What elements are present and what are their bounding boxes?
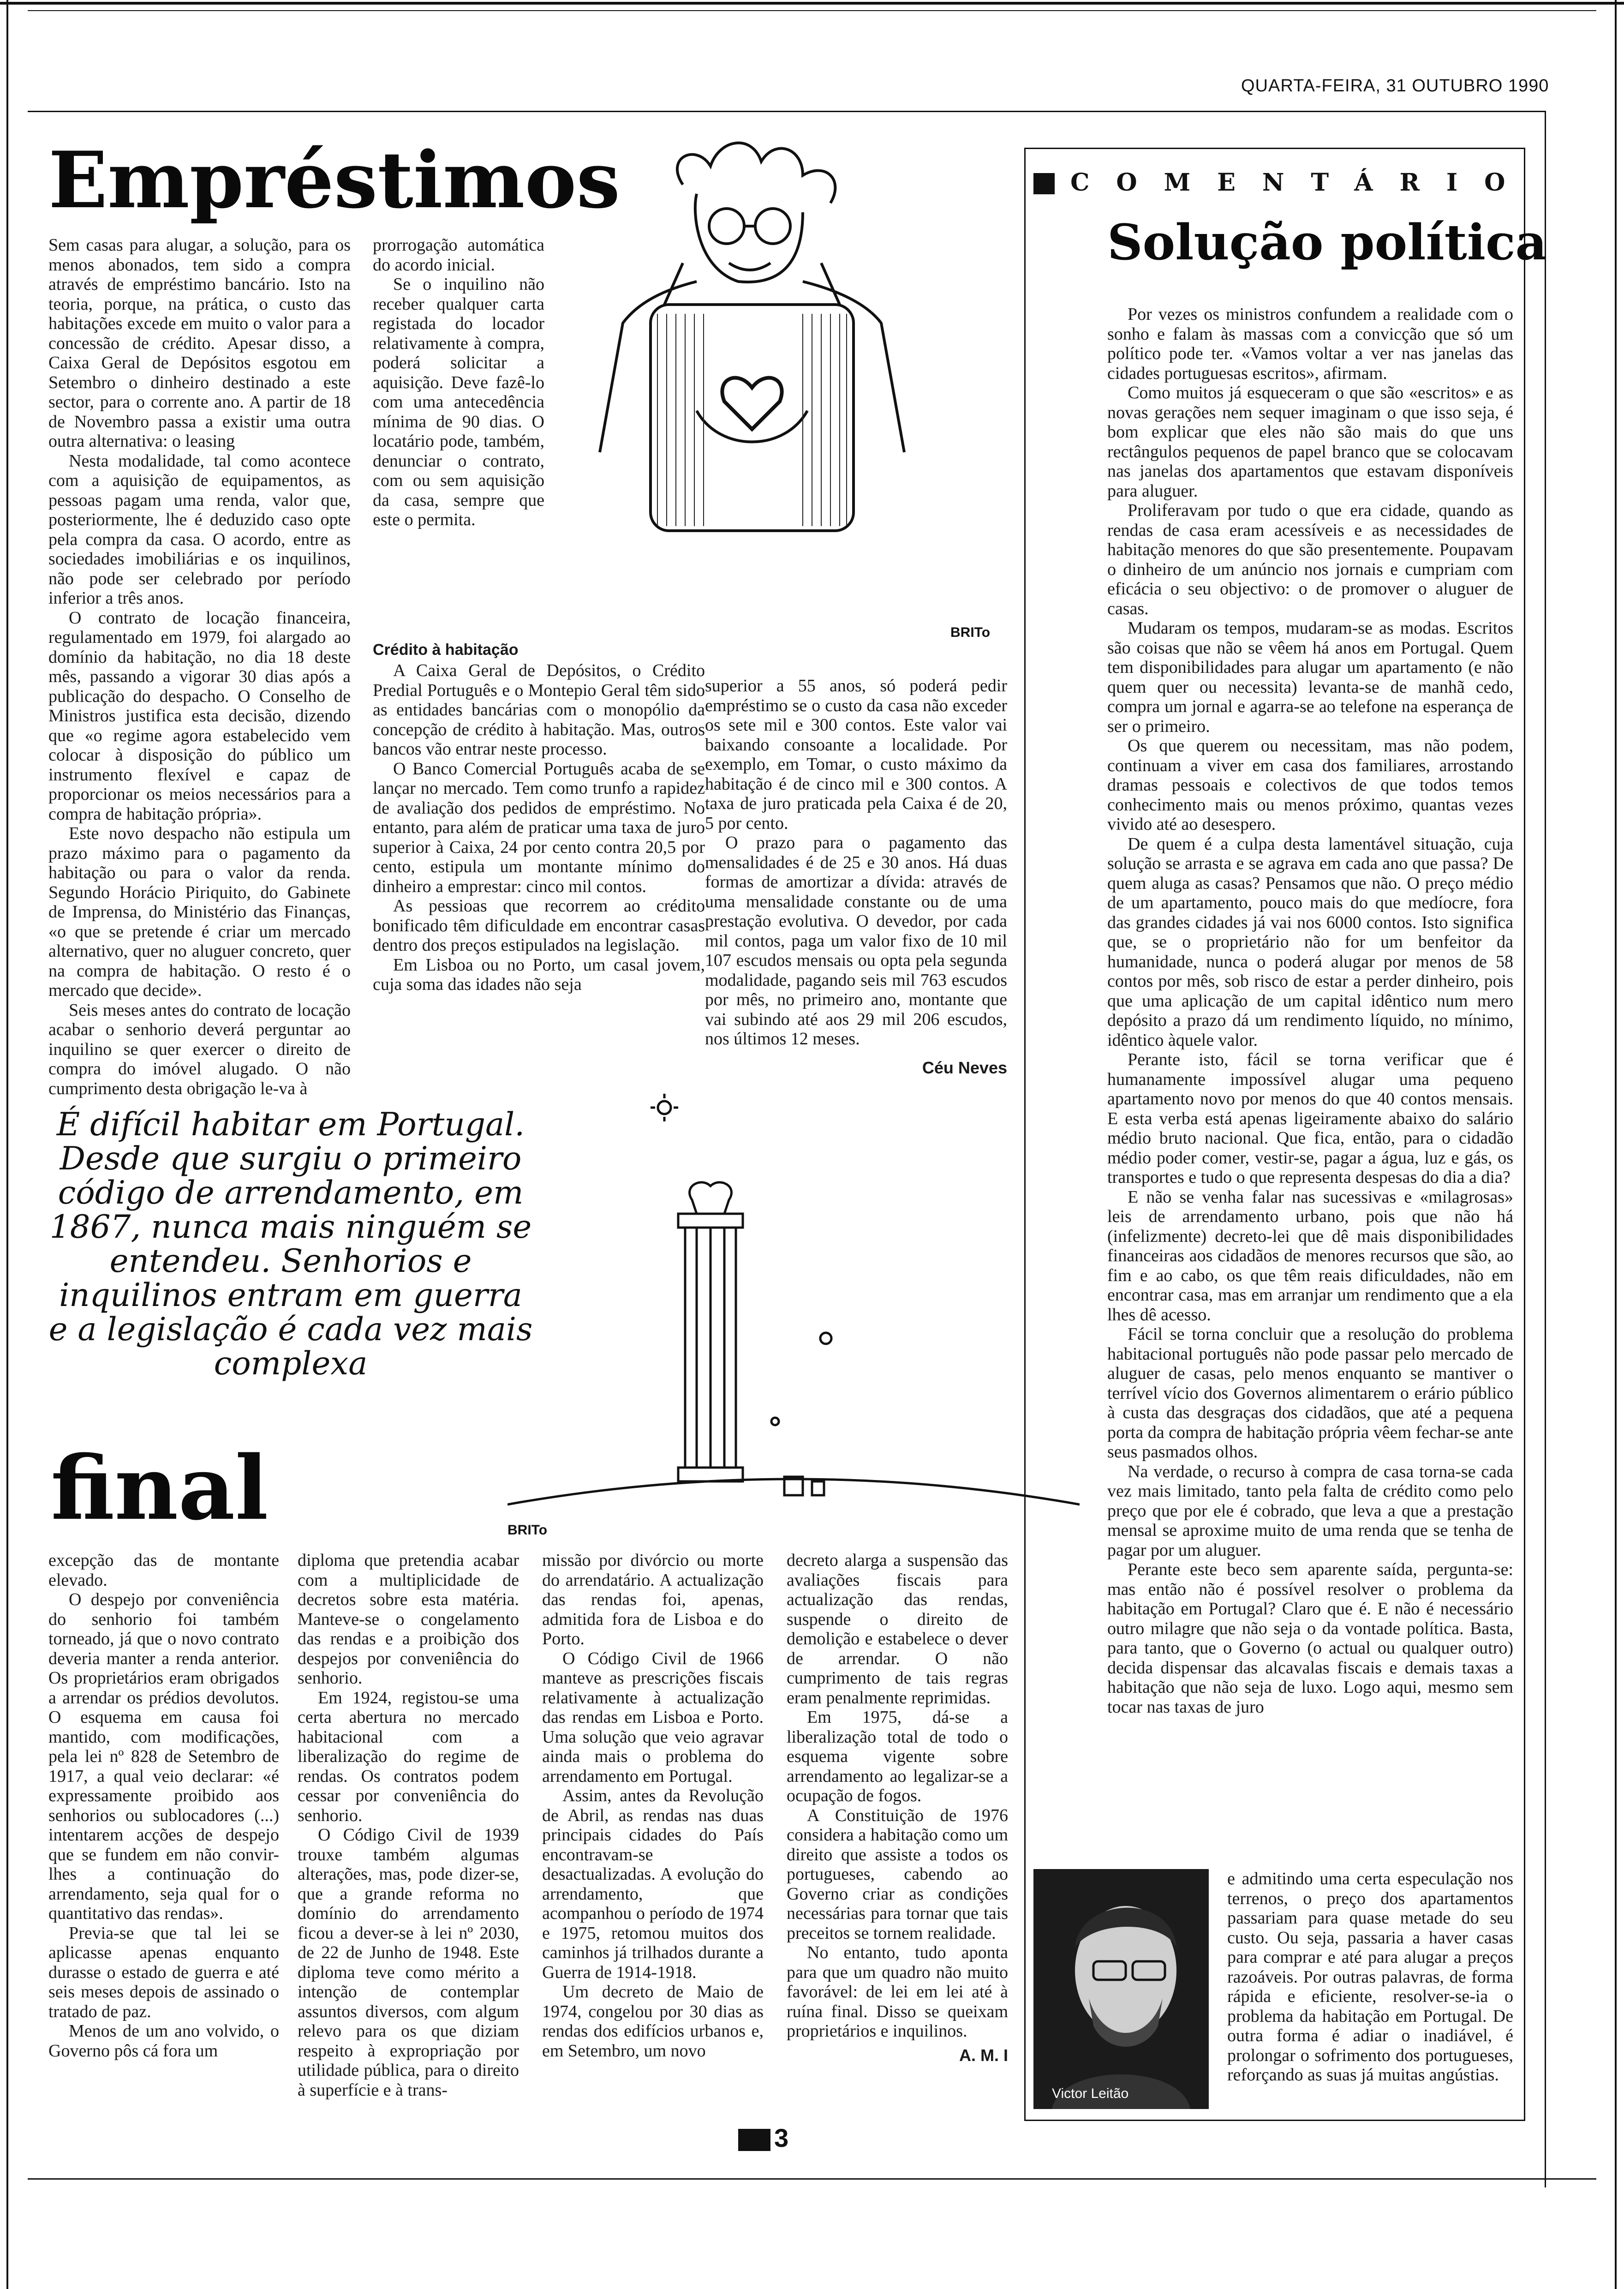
commentary-para: Proliferavam por tudo o que era cidade, quando as rendas de casa eram acessíveis e as necessidades de habitação menores do que são presentemente. Poupavam o dinheiro de um anúncio nos jornais e cumpriam com eficácia o seu objectivo: o de promover o aluguer de casas. [1107,501,1513,618]
article2-col4-para: A Constituição de 1976 considera a habitação como um direito que assiste a todos os portugueses, cabendo ao Governo criar as condições necessárias para tornar que tais preceitos se tornem realidade. [787,1805,1008,1943]
issue-date: QUARTA-FEIRA, 31 OUTUBRO 1990 [1241,76,1549,96]
article2-col2-para: O Código Civil de 1939 trouxe também algumas alterações, mas, pode dizer-se, que a grande reforma no domínio do arrendamento ficou a dever-se à lei nº 2030, de 22 de Junho de 1948. Este diploma teve como mérito a intenção de contemplar assuntos diversos, com algum relevo para os que diziam respeito à expropriação por utilidade pública, para o direito à superfície e à trans- [298,1825,519,2100]
article2-col4-para: Em 1975, dá-se a liberalização total de todo o esquema vigente sobre arrendamento ao legalizar-se a ocupação de fogos. [787,1708,1008,1805]
article1-signature: Céu Neves [922,1058,1007,1077]
cartoon-figure-on-column [508,1089,1080,1555]
article1-col3-para: superior a 55 anos, só poderá pedir empréstimo se o custo da casa não exceder os sete mil e 300 contos. Este valor vai baixando consoante a localidade. Por exemplo, em Tomar, o custo máximo da habitação é de cinco mil e 300 contos. A taxa de juro praticada pela Caixa é de 20, 5 por cento. [705,676,1007,833]
portrait-icon [1033,1869,1209,2109]
article1-col1-para: Seis meses antes do contrato de locação acabar o senhorio deverá perguntar ao inquilino se quer exercer o direito de compra do imóvel alugado. O não cumprimento desta obrigação le-va à [48,1000,351,1098]
commentary-title: Solução política [1107,213,1547,271]
article2-col3-para: Um decreto de Maio de 1974, congelou por 30 dias as rendas dos edifícios urbanos e, em Setembro, um novo [542,1982,764,2061]
commentary-para: Fácil se torna concluir que a resolução do problema habitacional português não pode passar pelo mercado de aluguer de casas, pelo menos enquanto se mantiver o terrível vício dos Governos alimentarem o erário público à custa das desgraças dos cidadãos, que até a pequena porta da compra de habitação própria vêem fechar-se ante seus pasmados olhos. [1107,1324,1513,1462]
commentary-para: Mudaram os tempos, mudaram-se as modas. Escritos são coisas que não se vêem há anos em Portugal. Quem tem disponibilidades para alugar um apartamento (e não quem quer ou necessita) levanta-se de manhã cedo, compra um jornal e agarra-se ao telefone na esperança de ser o primeiro. [1107,618,1513,736]
article2-col2-para: Em 1924, registou-se uma certa abertura no mercado habitacional com a liberalização do regime de rendas. Os contratos podem cessar por conveniência do senhorio. [298,1688,519,1825]
commentary-body [1107,305,1513,1717]
article2-column3 [542,1551,764,2061]
right-border [1615,0,1617,2289]
article1-column2 [373,235,544,530]
article1-col1-para: Nesta modalidade, tal como acontece com a aquisição de equipamentos, as pessoas pagam uma renda, valor que, posteriormente, lhe é deduzido caso opte pela compra da casa. O acordo, entre as sociedades imobiliárias e os inquilinos, não pode ser celebrado por período inferior a três anos. [48,451,351,608]
page-number [738,2123,788,2153]
article2-column1 [48,1551,279,2061]
article1-column3 [705,676,1007,1078]
article2-col1-para: Menos de um ano volvido, o Governo pôs cá fora um [48,2021,279,2061]
article2-col3-para: Assim, antes da Revolução de Abril, as rendas nas duas principais cidades do País encontravam-se desactualizadas. A evolução do arrendamento, que acompanhou o período de 1974 e 1975, retomou muitos dos caminhos já trilhados durante a Guerra de 1914-1918. [542,1786,764,1982]
commentary-label: COMENTÁRIO [1070,168,1532,197]
article1-col2-para: Se o inquilino não receber qualquer carta registada do locador relativamente à compra, poderá solicitar a aquisição. Deve fazê-lo com uma antecedência mínima de 90 dias. O locatário pode, também, denunciar o contrato, com ou sem aquisição da casa, sempre que este o permita. [373,275,544,529]
article1-col2b-para: O Banco Comercial Português acaba de se lançar no mercado. Tem como trunfo a rapidez de avaliação dos pedidos de empréstimo. No entanto, para além de praticar uma taxa de juro superior à Caixa, 24 por cento contra 20,5 por cento, estipula um montante mínimo do dinheiro a emprestar: cinco mil contos. [373,759,705,896]
article1-col2-para: prorrogação automática do acordo inicial. [373,235,544,275]
cartoon-signature-2: BRITo [508,1522,548,1538]
article1-col2b-para: Em Lisboa ou no Porto, um casal jovem, cuja soma das idades não seja [373,955,705,994]
article1-column1 [48,235,351,1098]
commentary-para: e admitindo uma certa especulação nos terrenos, o preço dos apartamentos passariam para quase metade do seu custo. Ou seja, passaria a haver casas para comprar e até para alugar a preços razoáveis. Por outras palavras, de forma rápida e eficiente, resolver-se-ia o problema da habitação em Portugal. De outra forma é adiar o inadiável, é prolongar o sofrimento dos portugueses, reforçando as suas já muitas angústias. [1227,1869,1513,2085]
header-frame-right [1545,111,1546,2187]
cartoon-man-apron [544,129,1043,655]
page-number-text: 3 [774,2123,789,2152]
article2-signature: A. M. I [959,2045,1008,2065]
article1-col3-para: O prazo para o pagamento das mensalidades é de 25 e 30 anos. Há duas formas de amortizar a dívida: através de uma mensalidade constante ou de uma prestação evolutiva. O devedor, por cada mil contos, paga um valor fixo de 10 mil 107 escudos mensais ou opta pela segunda modalidade, pagando seis mil 763 escudos por mês, no primeiro ano, montante que vai subindo até aos 29 mil 206 escudos, nos últimos 12 meses. [705,833,1007,1049]
top-border-thin [28,10,1596,11]
left-border [6,0,8,2289]
article1-column2b [373,637,705,995]
commentary-para: Na verdade, o recurso à compra de casa torna-se cada vez mais limitado, tanto pela falta de crédito como pelo preço que por ele é cobrado, que leva a que a prestação mensal se aproxime muito de uma renda que se tenha de pagar por um aluguer. [1107,1462,1513,1560]
commentary-para: Os que querem ou necessitam, mas não podem, continuam a viver em casa dos familiares, arrostando dramas pessoais e colectivos de que todos temos conhecimento mais ou menos próximo, quantas vezes vivido até ao desespero. [1107,736,1513,834]
bottom-border [28,2178,1596,2180]
commentary-body-after-photo [1227,1869,1513,2085]
article2-col2-para: diploma que pretendia acabar com a multiplicidade de decretos sobre esta matéria. Manteve-se o congelamento das rendas e a proibição dos despejos por conveniência do senhorio. [298,1551,519,1688]
commentary-para: De quem é a culpa desta lamentável situação, cuja solução se arrasta e se agrava em cada ano que passa? De quem aluga as casas? Pensamos que não. O preço médio de um apartamento, pouco mais do que medíocre, fora das grandes cidades já vai nos 6000 contos. Isto significa que, se o proprietário não for um benfeitor da humanidade, nunca o poderá alugar por menos de 58 contos por mês, sob risco de estar a perder dinheiro, pois que uma aplicação de um capital idêntico num mero depósito a prazo dá um rendimento líquido, no mínimo, idêntico àquele valor. [1107,834,1513,1050]
photo-caption: Victor Leitão [1052,2086,1129,2101]
commentary-label-block [1033,173,1055,194]
commentary-para: Como muitos já esqueceram o que são «escritos» e as novas gerações nem sequer imaginam o que isso seja, é bom explicar que eles não são mais do que uns rectângulos pequenos de papel branco que se colocavam nas janelas dos apartamentos que estavam disponíveis para aluguer. [1107,383,1513,501]
commentary-para: Por vezes os ministros confundem a realidade com o sonho e falam às massas com a convicção que só um político pode ter. «Vamos voltar a ver nas janelas das cidades portuguesas escritos», afirmam. [1107,305,1513,383]
commentary-para: E não se venha falar nas sucessivas e «milagrosas» leis de arrendamento urbano, pois que não há (infelizmente) decreto-lei que dê mais disponibilidades financeiras aos cidadãos de menores recursos que são, ao fim e ao cabo, os que têm reais dificuldades, não em encontrar casa, mas em arranjar um rendimento que a ela lhes dê acesso. [1107,1187,1513,1324]
article2-col4-para: decreto alarga a suspensão das avaliações fiscais para actualização das rendas, suspende o direito de demolição e estabelece o dever de arrendar. O não cumprimento de tais regras eram penalmente reprimidas. [787,1551,1008,1708]
article1-col2b-para: As pessioas que recorrem ao crédito bonificado têm dificuldade em encontrar casas dentro dos preços estipulados na legislação. [373,896,705,955]
subhead-credito-habitacao: Crédito à habitação [373,641,519,659]
article2-col1-para: O despejo por conveniência do senhorio foi também torneado, já que o novo contrato deveria manter a renda anterior. Os proprietários eram obrigados a arrendar os prédios devolutos. O esquema em causa foi mantido, com modificações, pela lei nº 828 de Setembro de 1917, a qual veio declarar: «é expressamente proibido aos senhorios ou sublocadores (...) intentarem acções de despejo que se fundem em não convir-lhes a continuação do arrendamento, seja qual for o quantitativo das rendas». [48,1590,279,1923]
article1-col1-para: Sem casas para alugar, a solução, para os menos abonados, tem sido a compra através de empréstimo bancário. Isto na teoria, porque, na prática, o custo das habitações excede em muito o valor para a concessão de crédito. Apesar disso, a Caixa Geral de Depósitos esgotou em Setembro o dinheiro destinado a este sector, para o corrente ano. A partir de 18 de Novembro passa a existir uma outra outra alternativa: o leasing [48,235,351,451]
header-frame-line [28,111,1546,112]
cartoon-signature-1: BRITo [950,625,991,640]
commentary-para: Perante isto, fácil se torna verificar que é humanamente impossível alugar uma pequeno apartamento novo por menos do que 40 contos mensais. E esta verba está apenas ligeiramente abaixo do salário médio bruto nacional. Que fica, então, para o cidadão médio poder comer, vestir-se, pagar a água, luz e gás, os transportes e tudo o que representa despesas do dia a dia? [1107,1050,1513,1187]
article2-col3-para: missão por divórcio ou morte do arrendatário. A actualização das rendas foi, apenas, admitida fora de Lisboa e do Porto. [542,1551,764,1648]
article2-column4 [787,1551,1008,2065]
article2-col3-para: O Código Civil de 1966 manteve as prescrições fiscais relativamente à actualização das rendas em Lisboa e Porto. Uma solução que veio agravar ainda mais o problema do arrendamento em Portugal. [542,1648,764,1786]
top-border [0,2,1624,5]
author-photo [1033,1869,1209,2109]
pull-quote: É difícil habitar em Portugal. Desde que surgiu o primeiro código de arrendamento, em 1867, nunca mais ninguém se entendeu. Senhorios e inquilinos entram em guerra e a legislação é cada vez mais complexa [48,1106,533,1382]
article1-col1-para: O contrato de locação financeira, regulamentado em 1979, foi alargado ao domínio da habitação, no dia 18 deste mês, passando a vigorar 30 dias após a publicação do despacho. O Conselho de Ministros justifica esta decisão, dizendo que «o regime agora estabelecido vem colocar à disposição do público um instrumento flexível e capaz de proporcionar os meios necessários para a compra de habitação própria». [48,608,351,824]
article-title-final: final [51,1437,269,1540]
publication-logo-icon [738,2129,770,2151]
article1-col2b-para: A Caixa Geral de Depósitos, o Crédito Predial Português e o Montepio Geral têm sido as entidades bancárias com o monopólio da concepção de crédito à habitação. Mas, outros bancos vão entrar neste processo. [373,661,705,759]
article-title-emprestimos: Empréstimos [48,134,621,226]
commentary-para: Perante este beco sem aparente saída, pergunta-se: mas então não é possível resolver o problema da habitação em Portugal? Claro que é. E não é necessário outro milagre que não seja o da vontade política. Basta, para tanto, que o Governo (o actual ou qualquer outro) decida dispensar das alcavalas fiscais e demais taxas a habitação que não seja de luxo. Logo aqui, mesmo sem tocar nas taxas de juro [1107,1560,1513,1717]
article2-col4-para: No entanto, tudo aponta para que um quadro não muito favorável: de lei em lei até à ruína final. Disso se queixam proprietários e inquilinos. [787,1943,1008,2041]
article2-column2 [298,1551,519,2100]
article1-col1-para: Este novo despacho não estipula um prazo máximo para o pagamento da habitação ou para o valor da renda. Segundo Horácio Piriquito, do Gabinete de Imprensa, do Ministério das Finanças, «o que se pretende é criar um mercado alternativo, quer no aluguer concreto, quer na compra de habitação. O resto é o mercado que decide». [48,824,351,1000]
article2-col1-para: excepção das de montante elevado. [48,1551,279,1590]
article2-col1-para: Previa-se que tal lei se aplicasse apenas enquanto durasse o estado de guerra e até seis meses depois de assinado o tratado de paz. [48,1923,279,2021]
